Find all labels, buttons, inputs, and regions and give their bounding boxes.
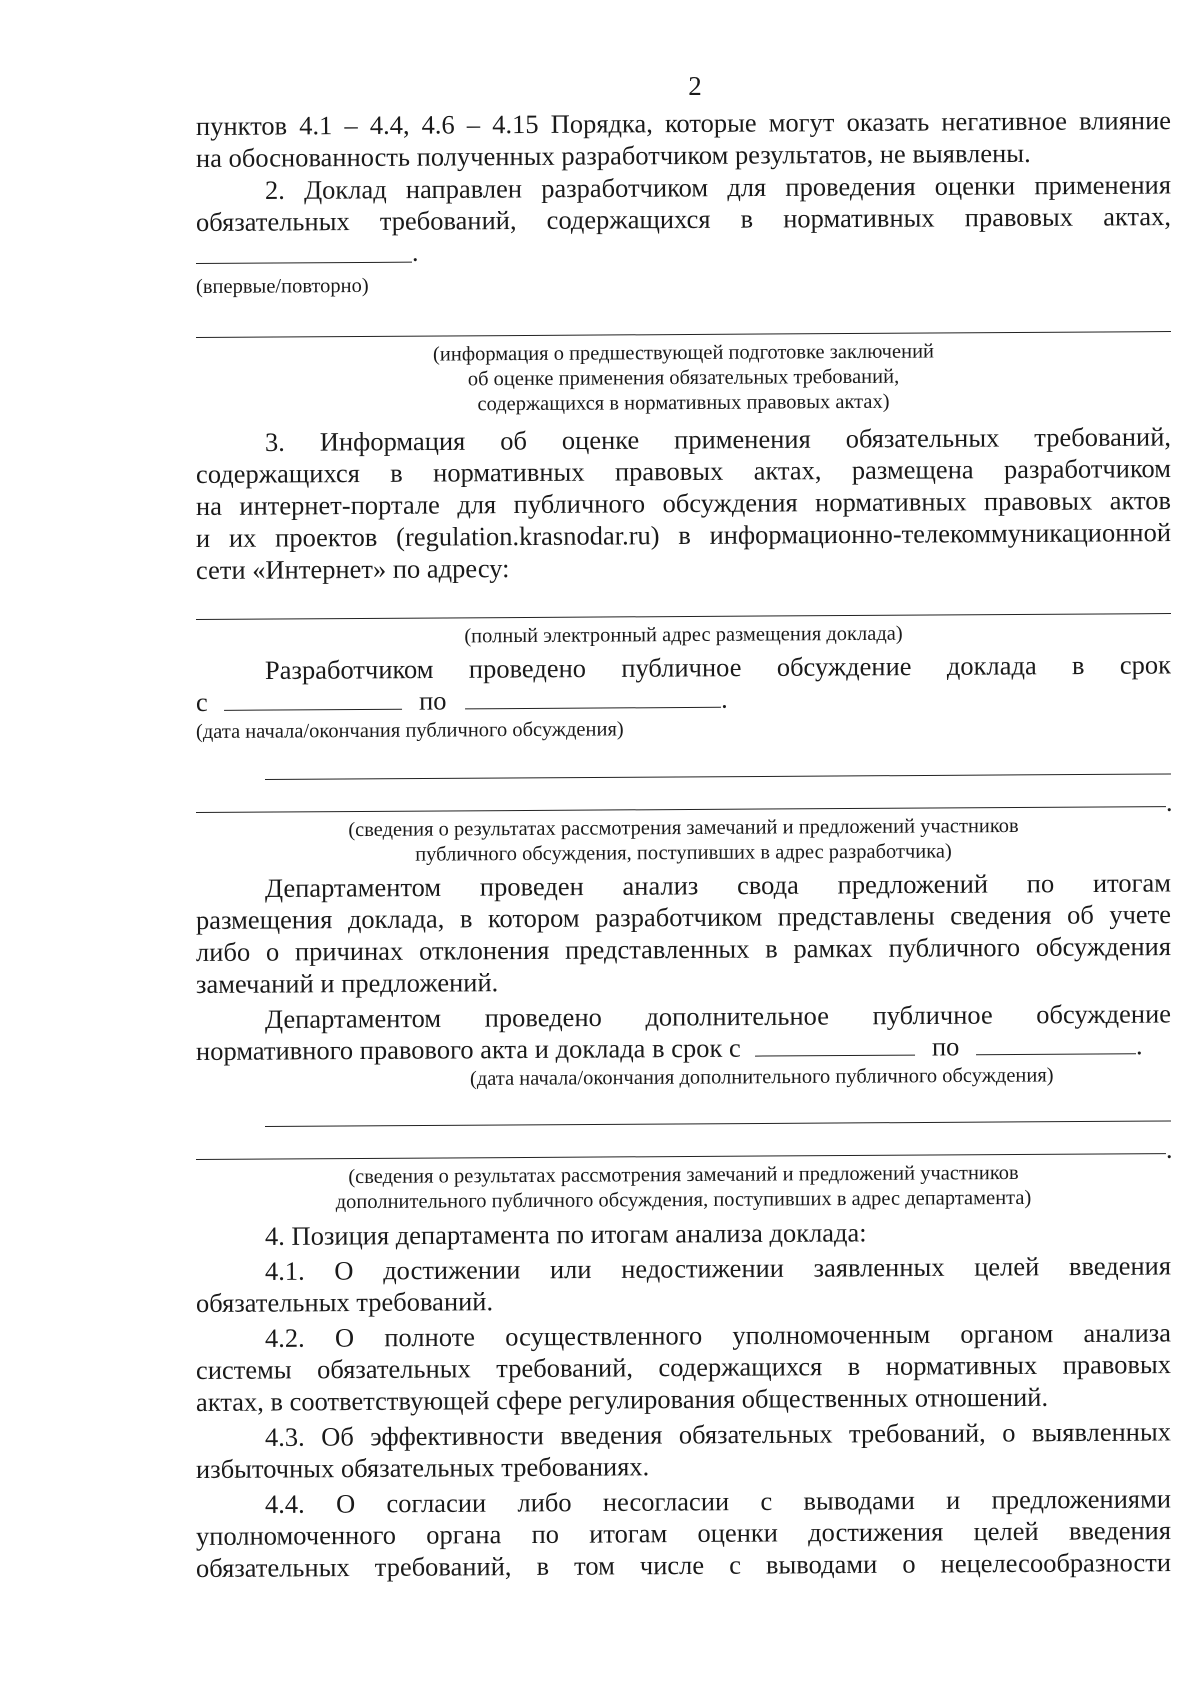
period: . (412, 238, 419, 267)
date-range-prefix: нормативного правового акта и доклада в срок с (195, 1032, 741, 1066)
field-caption: (информация о предшествующей подготовке заключений (432, 340, 935, 366)
paragraph-line: на интернет-портале для публичного обсуждения нормативных правовых актов (195, 485, 1172, 521)
paragraph-line: обязательных требований, в том числе с выводами о нецелесообразности (195, 1547, 1172, 1583)
fill-in-line (196, 613, 1171, 620)
field-caption: публичного обсуждения, поступивших в адрес разработчика) (415, 840, 952, 866)
start-date-blank (755, 1033, 915, 1057)
period: . (720, 683, 728, 714)
field-caption: дополнительного публичного обсуждения, поступивших в адрес департамента) (335, 1186, 1032, 1214)
period: . (1166, 788, 1173, 817)
field-caption: об оценке применения обязательных требований, (467, 365, 900, 391)
paragraph-line: 4.1. О достижении или недостижении заявленных целей введения (264, 1250, 1172, 1286)
field-caption: (дата начала/окончания дополнительного публичного обсуждения) (469, 1064, 1054, 1090)
paragraph-line: на обоснованность полученных разработчиком результатов, не выявлены. (195, 137, 1031, 173)
paragraph-line: избыточных обязательных требованиях. (195, 1451, 650, 1484)
period: . (1135, 1030, 1143, 1061)
field-caption: (сведения о результатах рассмотрения замечаний и предложений участников (348, 814, 1019, 842)
paragraph-line: замечаний и предложений. (195, 967, 499, 999)
field-caption: содержащихся в нормативных правовых актах) (477, 390, 890, 416)
paragraph-line: 4.2. О полноте осуществленного уполномоченным органом анализа (264, 1317, 1172, 1353)
period: . (1166, 1135, 1173, 1164)
paragraph-line: 4.4. О согласии либо несогласии с выводами и предложениями (264, 1483, 1172, 1519)
paragraph-line: 2. Доклад направлен разработчиком для проведения оценки применения (264, 169, 1172, 205)
paragraph-line: Разработчиком проведено публичное обсуждение доклада в срок (264, 649, 1172, 685)
paragraph-line: размещения доклада, в котором разработчиком представлены сведения об учете (195, 899, 1172, 935)
start-date-blank (224, 687, 402, 711)
field-caption: (дата начала/окончания публичного обсуждения) (195, 718, 624, 743)
paragraph-line: сети «Интернет» по адресу: (195, 553, 510, 585)
date-range-line (196, 683, 728, 718)
paragraph-line: обязательных требований. (195, 1286, 494, 1318)
paragraph-line: Департаментом проведено дополнительное публичное обсуждение (264, 998, 1172, 1034)
paragraph-line: обязательных требований, содержащихся в нормативных правовых актах, (195, 201, 1172, 237)
paragraph-line: 4. Позиция департамента по итогам анализа доклада: (264, 1217, 867, 1251)
fill-in-line (196, 331, 1171, 338)
paragraph-line: системы обязательных требований, содержащихся в нормативных правовых (195, 1349, 1172, 1385)
paragraph-line: 4.3. Об эффективности введения обязательных требований, о выявленных (264, 1416, 1172, 1452)
paragraph-line: 3. Информация об оценке применения обязательных требований, (264, 421, 1172, 457)
fill-in-line (196, 1153, 1166, 1160)
field-caption: (полный электронный адрес размещения доклада) (464, 622, 903, 648)
end-date-blank (976, 1031, 1136, 1055)
fill-in-line (196, 806, 1166, 813)
paragraph-line: Департаментом проведен анализ свода предложений по итогам (264, 867, 1172, 903)
to-label: по (931, 1031, 960, 1062)
fill-in-line (196, 262, 412, 264)
end-date-blank (465, 685, 721, 710)
paragraph-line: либо о причинах отклонения представленных в рамках публичного обсуждения (195, 931, 1172, 967)
page-number: 2 (688, 71, 702, 101)
to-label: по (418, 685, 447, 716)
paragraph-line: уполномоченного органа по итогам оценки достижения целей введения (195, 1515, 1172, 1551)
fill-in-line (265, 1120, 1171, 1127)
from-label: с (195, 686, 208, 717)
paragraph-line: пунктов 4.1 – 4.4, 4.6 – 4.15 Порядка, которые могут оказать негативное влияние (195, 105, 1172, 141)
field-caption: (впервые/повторно) (195, 274, 369, 298)
fill-in-line (265, 773, 1171, 780)
field-caption: (сведения о результатах рассмотрения замечаний и предложений участников (348, 1161, 1019, 1189)
paragraph-line: и их проектов (regulation.krasnodar.ru) в информационно-телекоммуникационной (195, 517, 1172, 553)
paragraph-line: актах, в соответствующей сфере регулирования общественных отношений. (195, 1381, 1049, 1417)
additional-date-range-line (196, 1029, 1143, 1067)
paragraph-line: содержащихся в нормативных правовых актах, размещена разработчиком (195, 453, 1172, 489)
